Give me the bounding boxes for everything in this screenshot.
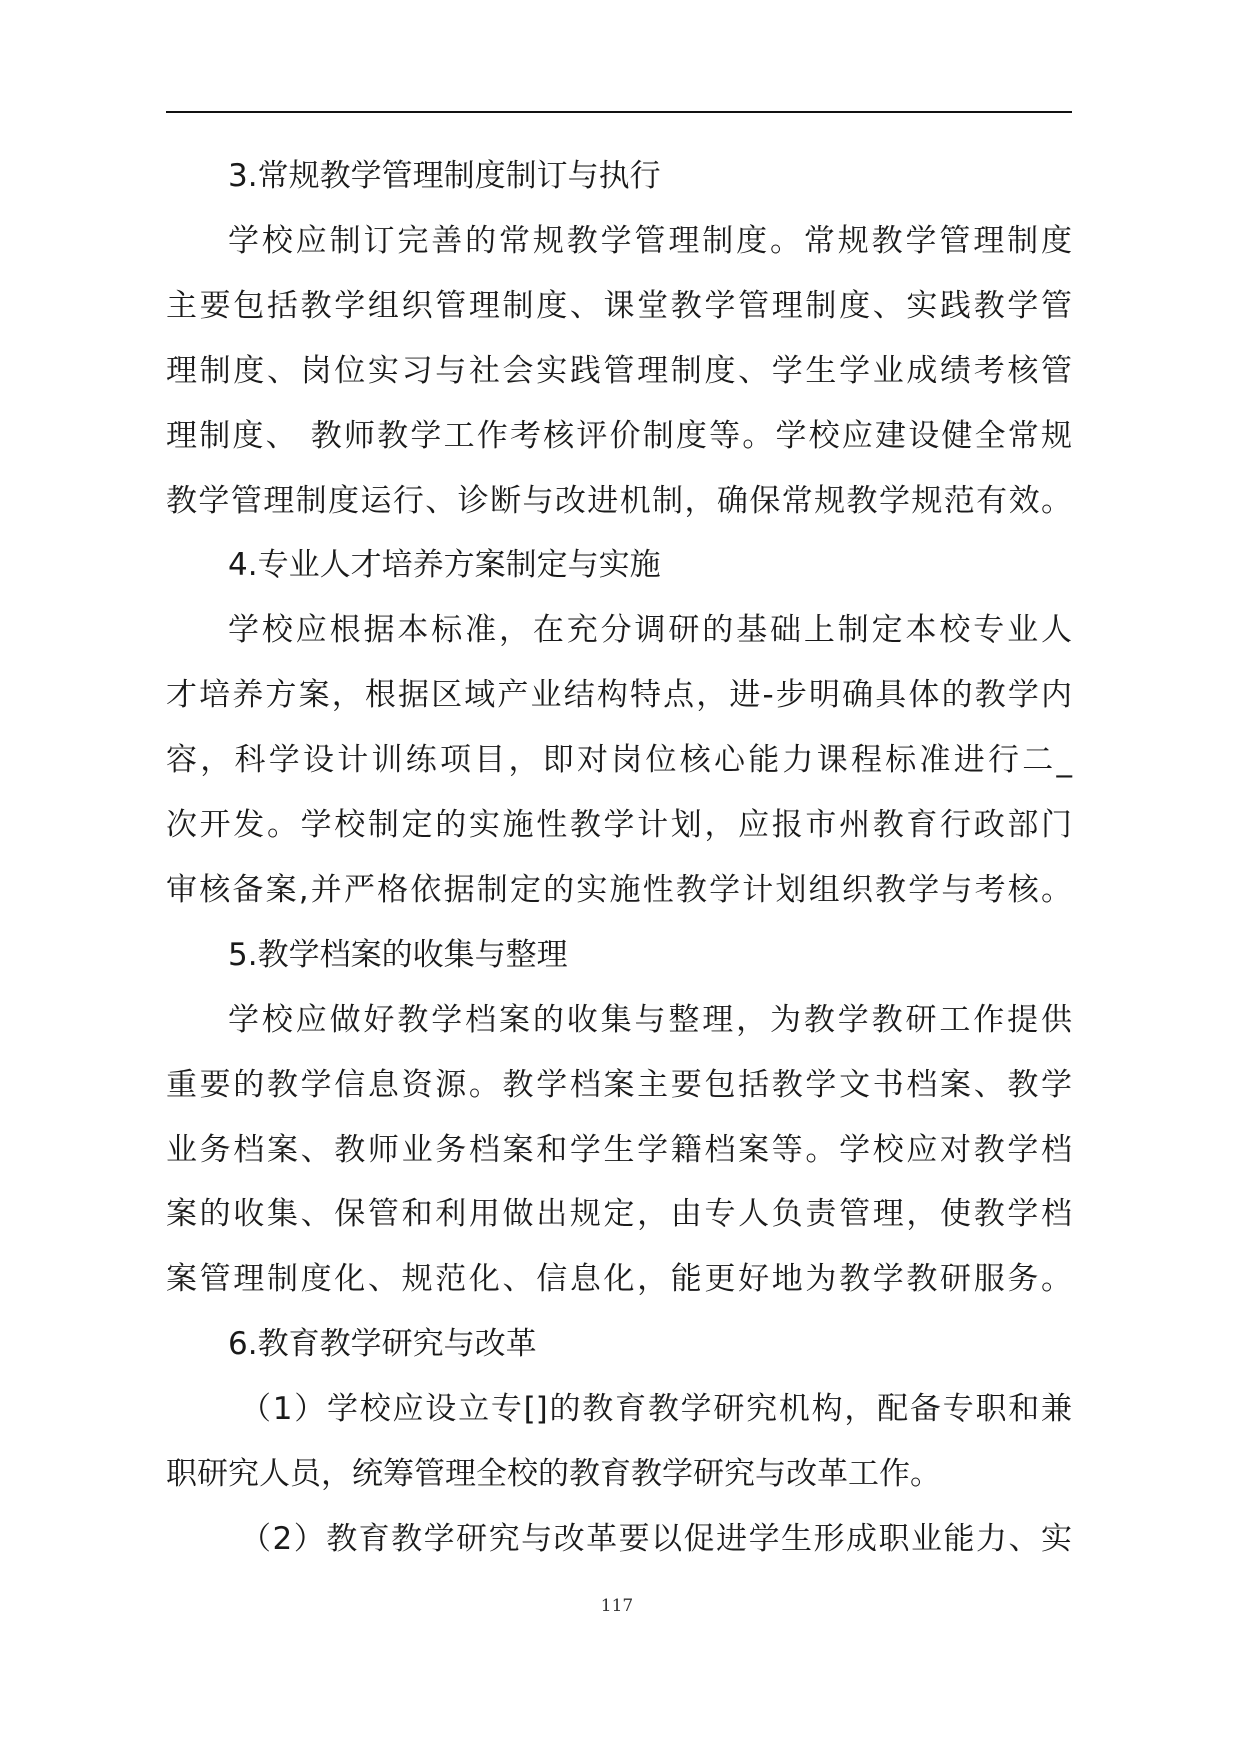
text-line: 5.教学档案的收集与整理 bbox=[228, 937, 568, 973]
text-line: （1）学校应设立专[]的教育教学研究机构，配备专职和兼 bbox=[240, 1391, 1072, 1427]
text-line: 次开发。学校制定的实施性教学计划，应报市州教育行政部门 bbox=[166, 807, 1072, 843]
header-rule bbox=[166, 111, 1072, 113]
text-line: 6.教育教学研究与改革 bbox=[228, 1326, 537, 1362]
text-line: 重要的教学信息资源。教学档案主要包括教学文书档案、教学 bbox=[166, 1067, 1072, 1103]
page-number: 117 bbox=[600, 1596, 634, 1616]
text-line: 理制度、 教师教学工作考核评价制度等。学校应建设健全常规 bbox=[166, 418, 1072, 454]
text-line: 职研究人员，统筹管理全校的教育教学研究与改革工作。 bbox=[166, 1456, 941, 1492]
text-line: 3.常规教学管理制度制订与执行 bbox=[228, 158, 661, 194]
text-line: 案的收集、保管和利用做出规定，由专人负责管理，使教学档 bbox=[166, 1196, 1072, 1232]
text-line: 学校应制订完善的常规教学管理制度。常规教学管理制度 bbox=[228, 223, 1072, 259]
text-line: 案管理制度化、规范化、信息化，能更好地为教学教研服务。 bbox=[166, 1261, 1072, 1297]
text-line: 业务档案、教师业务档案和学生学籍档案等。学校应对教学档 bbox=[166, 1132, 1072, 1168]
text-line: 教学管理制度运行、诊断与改进机制，确保常规教学规范有效。 bbox=[166, 483, 1072, 519]
text-line: 学校应根据本标准，在充分调研的基础上制定本校专业人 bbox=[228, 612, 1072, 648]
text-line: （2）教育教学研究与改革要以促进学生形成职业能力、实 bbox=[240, 1521, 1072, 1557]
text-line: 审核备案,并严格依据制定的实施性教学计划组织教学与考核。 bbox=[166, 872, 1072, 908]
text-line: 容，科学设计训练项目，即对岗位核心能力课程标准进行二_ bbox=[166, 742, 1072, 778]
text-line: 主要包括教学组织管理制度、课堂教学管理制度、实践教学管 bbox=[166, 288, 1072, 324]
text-line: 学校应做好教学档案的收集与整理，为教学教研工作提供 bbox=[228, 1002, 1072, 1038]
text-line: 理制度、岗位实习与社会实践管理制度、学生学业成绩考核管 bbox=[166, 353, 1072, 389]
text-line: 才培养方案，根据区域产业结构特点，进-步明确具体的教学内 bbox=[166, 677, 1072, 713]
text-line: 4.专业人才培养方案制定与实施 bbox=[228, 547, 661, 583]
